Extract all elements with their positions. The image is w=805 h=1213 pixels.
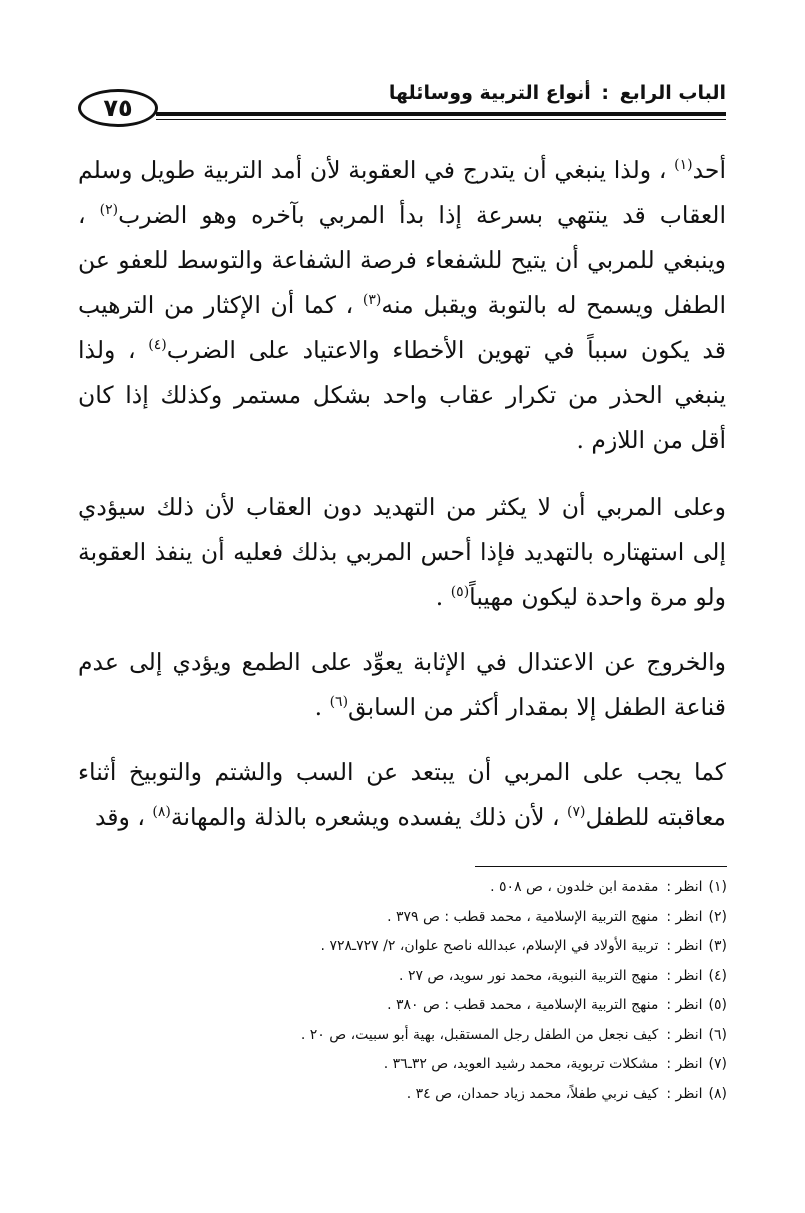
footnote-lead: انظر :: [666, 908, 703, 925]
page-header: [78, 76, 726, 136]
footnote-number: (٧): [708, 1056, 727, 1072]
footnote-marker: (٤): [148, 337, 167, 354]
footnote: [79, 1021, 727, 1051]
paragraph: [78, 640, 726, 730]
footnotes: [79, 873, 727, 1109]
paragraph-text: والخروج عن الاعتدال في الإثابة يعوِّد على الطمع ويؤدي إلى عدم قناعة الطفل إلا بمقدار أكثر من السابق: [78, 648, 726, 721]
footnote: [79, 873, 727, 903]
paragraph: [78, 148, 726, 463]
paragraph: [78, 485, 726, 620]
footnote-text: مشكلات تربوية، محمد رشيد العويد، ص ٣٢ـ٣٦ .: [383, 1056, 659, 1072]
footnote-marker: (٥): [450, 584, 470, 601]
paragraph-text: ، ولذا ينبغي أن يتدرج في العقوبة لأن أمد التربية طويل وسلم العقاب قد ينتهي بسرعة إذا بدأ المربي بآخره وهو الضرب: [78, 156, 726, 229]
footnote: [79, 932, 727, 962]
paragraph-text: .: [314, 693, 330, 721]
footnote-lead: انظر :: [666, 1085, 703, 1102]
footnote-number: (٢): [708, 908, 727, 925]
footnote-marker: (٦): [329, 694, 349, 711]
title-separator: :: [601, 82, 610, 104]
footnote-marker: (٢): [99, 202, 119, 219]
paragraph-text: وعلى المربي أن لا يكثر من التهديد دون العقاب لأن ذلك سيؤدي إلى استهتاره بالتهديد فإذا أحس المربي بذلك فعليه أن ينفذ العقوبة ولو مرة واحدة ليكون مهيباً: [78, 493, 726, 611]
paragraph-text: كما يجب على المربي أن يبتعد عن السب والشتم والتوبيخ أثناء معاقبته للطفل: [78, 758, 726, 831]
page-number: ٧٥: [78, 89, 158, 127]
paragraph-text: ، وينبغي للمربي أن يتيح للشفعاء فرصة الشفاعة والتوسط للعفو عن الطفل ويسمح له بالتوبة ويقبل منه: [78, 201, 726, 319]
chapter-title: الباب الرابع: [619, 82, 726, 104]
footnote-text: منهج التربية الإسلامية ، محمد قطب : ص ٣٧٩ .: [387, 908, 659, 925]
footnote-text: كيف نربي طفلاً، محمد زياد حمدان، ص ٣٤ .: [406, 1085, 659, 1102]
paragraph-text: ، كما أن الإكثار من الترهيب قد يكون سبباً في تهوين الأخطاء والاعتياد على الضرب: [78, 291, 726, 364]
footnote-number: (٦): [708, 1026, 727, 1043]
footnote: [79, 1050, 727, 1080]
footnote-lead: انظر :: [666, 997, 703, 1013]
footnote-number: (٤): [708, 967, 727, 984]
footnote-marker: (٣): [362, 292, 382, 309]
footnote-lead: انظر :: [666, 879, 703, 895]
footnote: [79, 903, 727, 933]
footnote-lead: انظر :: [666, 1026, 703, 1043]
footnote: [79, 962, 727, 992]
footnote-text: كيف نجعل من الطفل رجل المستقبل، بهية أبو سبيت، ص ٢٠ .: [300, 1026, 659, 1043]
footnote-text: منهج التربية النبوية، محمد نور سويد، ص ٢٧ .: [399, 967, 659, 984]
footnote-lead: انظر :: [666, 967, 703, 984]
footnote-marker: (٧): [567, 804, 586, 821]
footnote: [79, 991, 727, 1021]
footnote-lead: انظر :: [666, 938, 703, 954]
paragraph-text: أحد: [692, 156, 726, 184]
footnote-number: (٣): [708, 938, 727, 954]
paragraph-text: ، وقد: [94, 803, 153, 831]
footnote: [79, 1080, 727, 1110]
footnote-text: منهج التربية الإسلامية ، محمد قطب : ص ٣٨٠ .: [387, 997, 659, 1013]
section-title: أنواع التربية ووسائلها: [388, 82, 591, 104]
footnote-marker: (٨): [152, 804, 171, 821]
footnote-number: (١): [708, 879, 727, 895]
paragraph-text: ، لأن ذلك يفسده ويشعره بالذلة والمهانة: [170, 803, 568, 831]
header-rule-thick: [156, 112, 726, 116]
footnote-marker: (١): [674, 157, 693, 174]
footnote-number: (٨): [708, 1085, 727, 1102]
paragraph-text: .: [435, 583, 451, 611]
body-text: [78, 148, 726, 860]
footnote-lead: انظر :: [666, 1056, 703, 1072]
footnote-separator: [475, 866, 727, 867]
footnote-text: تربية الأولاد في الإسلام، عبدالله ناصح علوان، ٢/ ٧٢٧ـ٧٢٨ .: [320, 938, 659, 954]
paragraph: [78, 750, 726, 840]
paragraph-text: ، ولذا ينبغي الحذر من تكرار عقاب واحد بشكل مستمر وكذلك إذا كان أقل من اللازم .: [78, 336, 726, 454]
footnote-text: مقدمة ابن خلدون ، ص ٥٠٨ .: [490, 879, 659, 895]
running-head: [389, 82, 726, 104]
header-rule-thin: [156, 119, 726, 120]
footnote-number: (٥): [708, 997, 727, 1013]
